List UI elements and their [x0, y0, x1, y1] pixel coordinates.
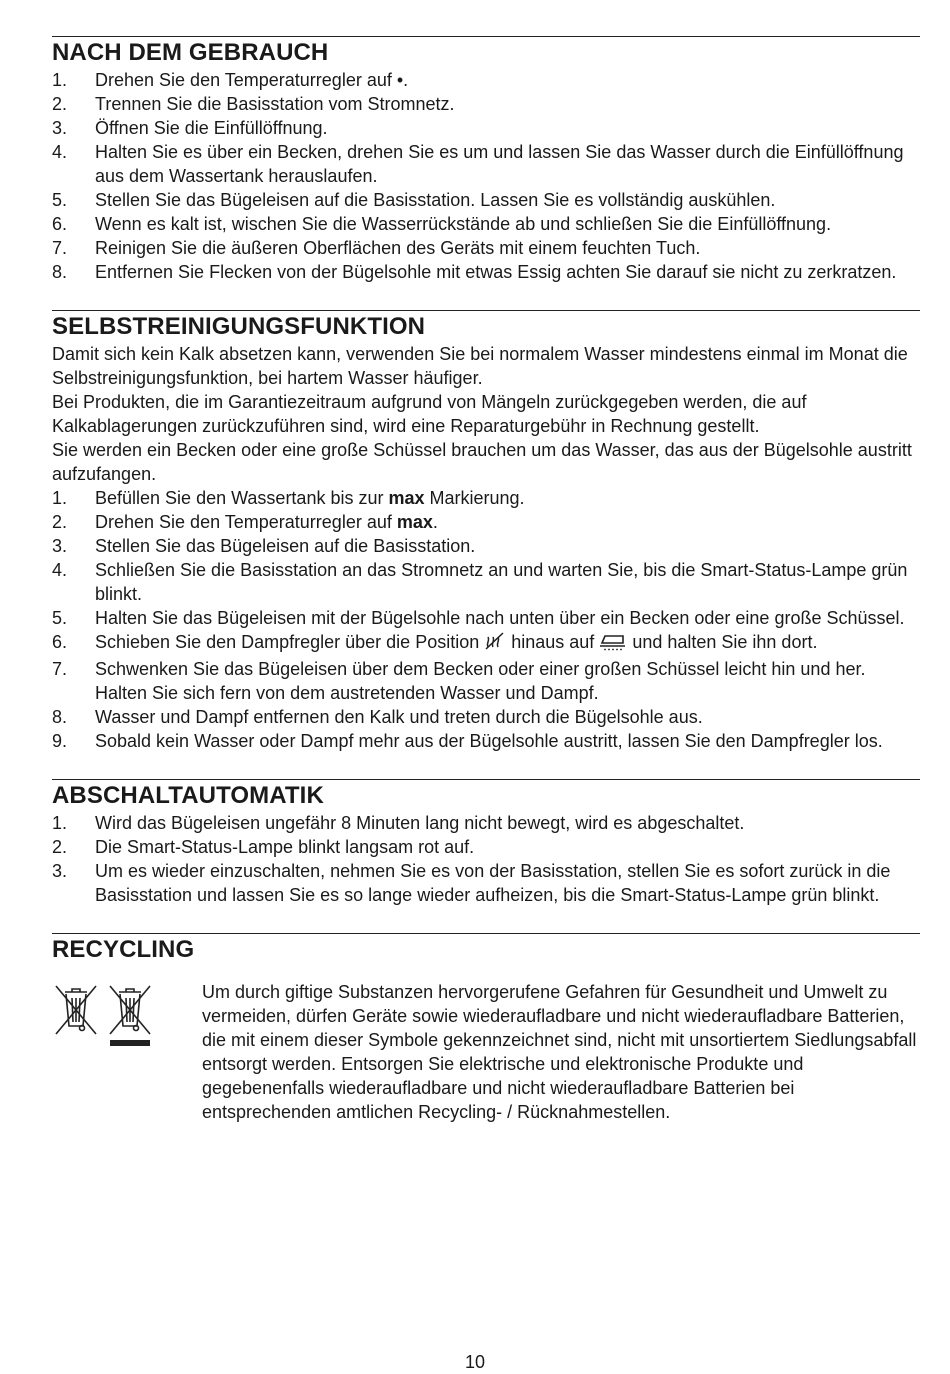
list-item: [52, 705, 920, 729]
bold-text: max: [388, 488, 425, 508]
list-item: [52, 140, 920, 188]
list-item: [52, 630, 920, 657]
list-item: [52, 116, 920, 140]
list-item: [52, 729, 920, 753]
item-text: Halten Sie das Bügeleisen mit der Bügelsohle nach unten über ein Becken oder eine große Schüssel.: [95, 608, 905, 628]
item-number: 5.: [52, 608, 68, 628]
section-recycling: [52, 933, 920, 1124]
paragraph: Bei Produkten, die im Garantiezeitraum aufgrund von Mängeln zurückgegeben werden, die auf Kalkablagerungen zurückzuführen sind, wird eine Reparaturgebühr in Rechnung gestellt.: [52, 392, 807, 436]
recycling-text: Um durch giftige Substanzen hervorgerufene Gefahren für Gesundheit und Umwelt zu vermeiden, dürfen Geräte sowie wiederaufladbare und nicht wiederaufladbare Batterien, die mit einem dieser Symbole gekennzeichnet sind, nicht mit unsortiertem Siedlungsabfall entsorgt werden. Entsorgen Sie elektrische und elektronische Produkte und gegebenenfalls wiederaufladbare und nicht wiederaufladbare Batterien bei entsprechenden amtlichen Recycling- / Rücknahmestellen.: [202, 982, 917, 1122]
item-number: 2.: [52, 837, 68, 857]
list-item: [52, 859, 920, 907]
item-text: Wird das Bügeleisen ungefähr 8 Minuten lang nicht bewegt, wird es abgeschaltet.: [95, 813, 745, 833]
item-number: 7.: [52, 659, 68, 679]
recycling-symbols: [52, 980, 202, 1124]
list-item: [52, 835, 920, 859]
item-text: Halten Sie es über ein Becken, drehen Sie es um und lassen Sie das Wasser durch die Einfüllöffnung aus dem Wassertank herauslaufen.: [95, 142, 904, 186]
section-title: SELBSTREINIGUNGSFUNKTION: [52, 313, 426, 340]
text-part: Markierung.: [424, 488, 525, 508]
item-text: [95, 630, 920, 657]
item-number: 6.: [52, 214, 68, 234]
item-number: 8.: [52, 707, 68, 727]
auto-off-list: [52, 811, 920, 907]
page-number: 10: [464, 1352, 486, 1372]
item-number: 4.: [52, 142, 68, 162]
list-item: [52, 558, 920, 606]
list-item: [52, 534, 920, 558]
text-part: Drehen Sie den Temperaturregler auf: [95, 512, 397, 532]
item-number: 9.: [52, 731, 68, 751]
item-number: 5.: [52, 190, 68, 210]
list-item: [52, 236, 920, 260]
section-title: ABSCHALTAUTOMATIK: [52, 782, 324, 809]
item-text: Schließen Sie die Basisstation an das Stromnetz an und warten Sie, bis die Smart-Status-Lampe grün blinkt.: [95, 560, 908, 604]
item-number: 7.: [52, 238, 68, 258]
section-self-clean: [52, 310, 920, 753]
item-number: 3.: [52, 861, 68, 881]
item-text: Stellen Sie das Bügeleisen auf die Basisstation. Lassen Sie es vollständig auskühlen.: [95, 190, 776, 210]
section-after-use: [52, 36, 920, 284]
item-number: 1.: [52, 488, 68, 508]
item-text: Um es wieder einzuschalten, nehmen Sie es von der Basisstation, stellen Sie es sofort zurück in die Basisstation und lassen Sie es so lange wieder aufheizen, bis die Smart-Status-Lampe grün blinkt.: [95, 861, 891, 905]
document-page: [52, 36, 920, 1150]
bold-text: max: [396, 512, 433, 532]
item-text: Reinigen Sie die äußeren Oberflächen des Geräts mit einem feuchten Tuch.: [95, 238, 701, 258]
item-text: [95, 510, 920, 534]
list-item: [52, 92, 920, 116]
self-clean-list: [52, 486, 920, 753]
item-number: 3.: [52, 118, 68, 138]
item-text: Die Smart-Status-Lampe blinkt langsam rot auf.: [95, 837, 475, 857]
list-item: [52, 606, 920, 630]
text-part: .: [432, 512, 438, 532]
section-title: NACH DEM GEBRAUCH: [52, 39, 329, 66]
item-text: Wasser und Dampf entfernen den Kalk und treten durch die Bügelsohle aus.: [95, 707, 703, 727]
item-text: Trennen Sie die Basisstation vom Stromnetz.: [95, 94, 455, 114]
item-number: 6.: [52, 632, 68, 652]
list-item: [52, 486, 920, 510]
list-item: [52, 811, 920, 835]
list-item: [52, 188, 920, 212]
item-text: Entfernen Sie Flecken von der Bügelsohle mit etwas Essig achten Sie darauf sie nicht zu zerkratzen.: [95, 262, 897, 282]
crossed-bin-bar-icon: [106, 982, 154, 1124]
list-item: [52, 260, 920, 284]
recycling-content: [52, 980, 920, 1124]
crossed-bin-icon: [52, 982, 100, 1124]
paragraph: Damit sich kein Kalk absetzen kann, verwenden Sie bei normalem Wasser mindestens einmal im Monat die Selbstreinigungsfunktion, bei hartem Wasser häufiger.: [52, 344, 908, 388]
paragraph: Sie werden ein Becken oder eine große Schüssel brauchen um das Wasser, das aus der Bügelsohle austritt aufzufangen.: [52, 440, 912, 484]
item-text: Schwenken Sie das Bügeleisen über dem Becken oder einer großen Schüssel leicht hin und her. Halten Sie sich fern von dem austretenden Wasser und Dampf.: [95, 659, 866, 703]
item-text: Drehen Sie den Temperaturregler auf •.: [95, 70, 409, 90]
item-text: Stellen Sie das Bügeleisen auf die Basisstation.: [95, 536, 476, 556]
item-text: [95, 486, 920, 510]
list-item: [52, 657, 920, 705]
list-item: [52, 212, 920, 236]
after-use-list: [52, 68, 920, 284]
text-part: hinaus auf: [506, 632, 600, 652]
item-number: 4.: [52, 560, 68, 580]
item-number: 2.: [52, 512, 68, 532]
no-steam-icon: [484, 631, 506, 657]
item-number: 3.: [52, 536, 68, 556]
text-part: Schieben Sie den Dampfregler über die Position: [95, 632, 485, 652]
item-text: Öffnen Sie die Einfüllöffnung.: [95, 118, 328, 138]
item-text: Sobald kein Wasser oder Dampf mehr aus der Bügelsohle austritt, lassen Sie den Dampfregler los.: [95, 731, 883, 751]
section-auto-off: [52, 779, 920, 907]
section-title: RECYCLING: [52, 936, 195, 963]
item-text: Wenn es kalt ist, wischen Sie die Wasserrückstände ab und schließen Sie die Einfüllöffnung.: [95, 214, 832, 234]
text-part: und halten Sie ihn dort.: [627, 632, 818, 652]
list-item: [52, 68, 920, 92]
item-number: 8.: [52, 262, 68, 282]
item-number: 2.: [52, 94, 68, 114]
item-number: 1.: [52, 813, 68, 833]
list-item: [52, 510, 920, 534]
self-clean-icon: [599, 631, 627, 657]
text-part: Befüllen Sie den Wassertank bis zur: [95, 488, 389, 508]
item-number: 1.: [52, 70, 68, 90]
